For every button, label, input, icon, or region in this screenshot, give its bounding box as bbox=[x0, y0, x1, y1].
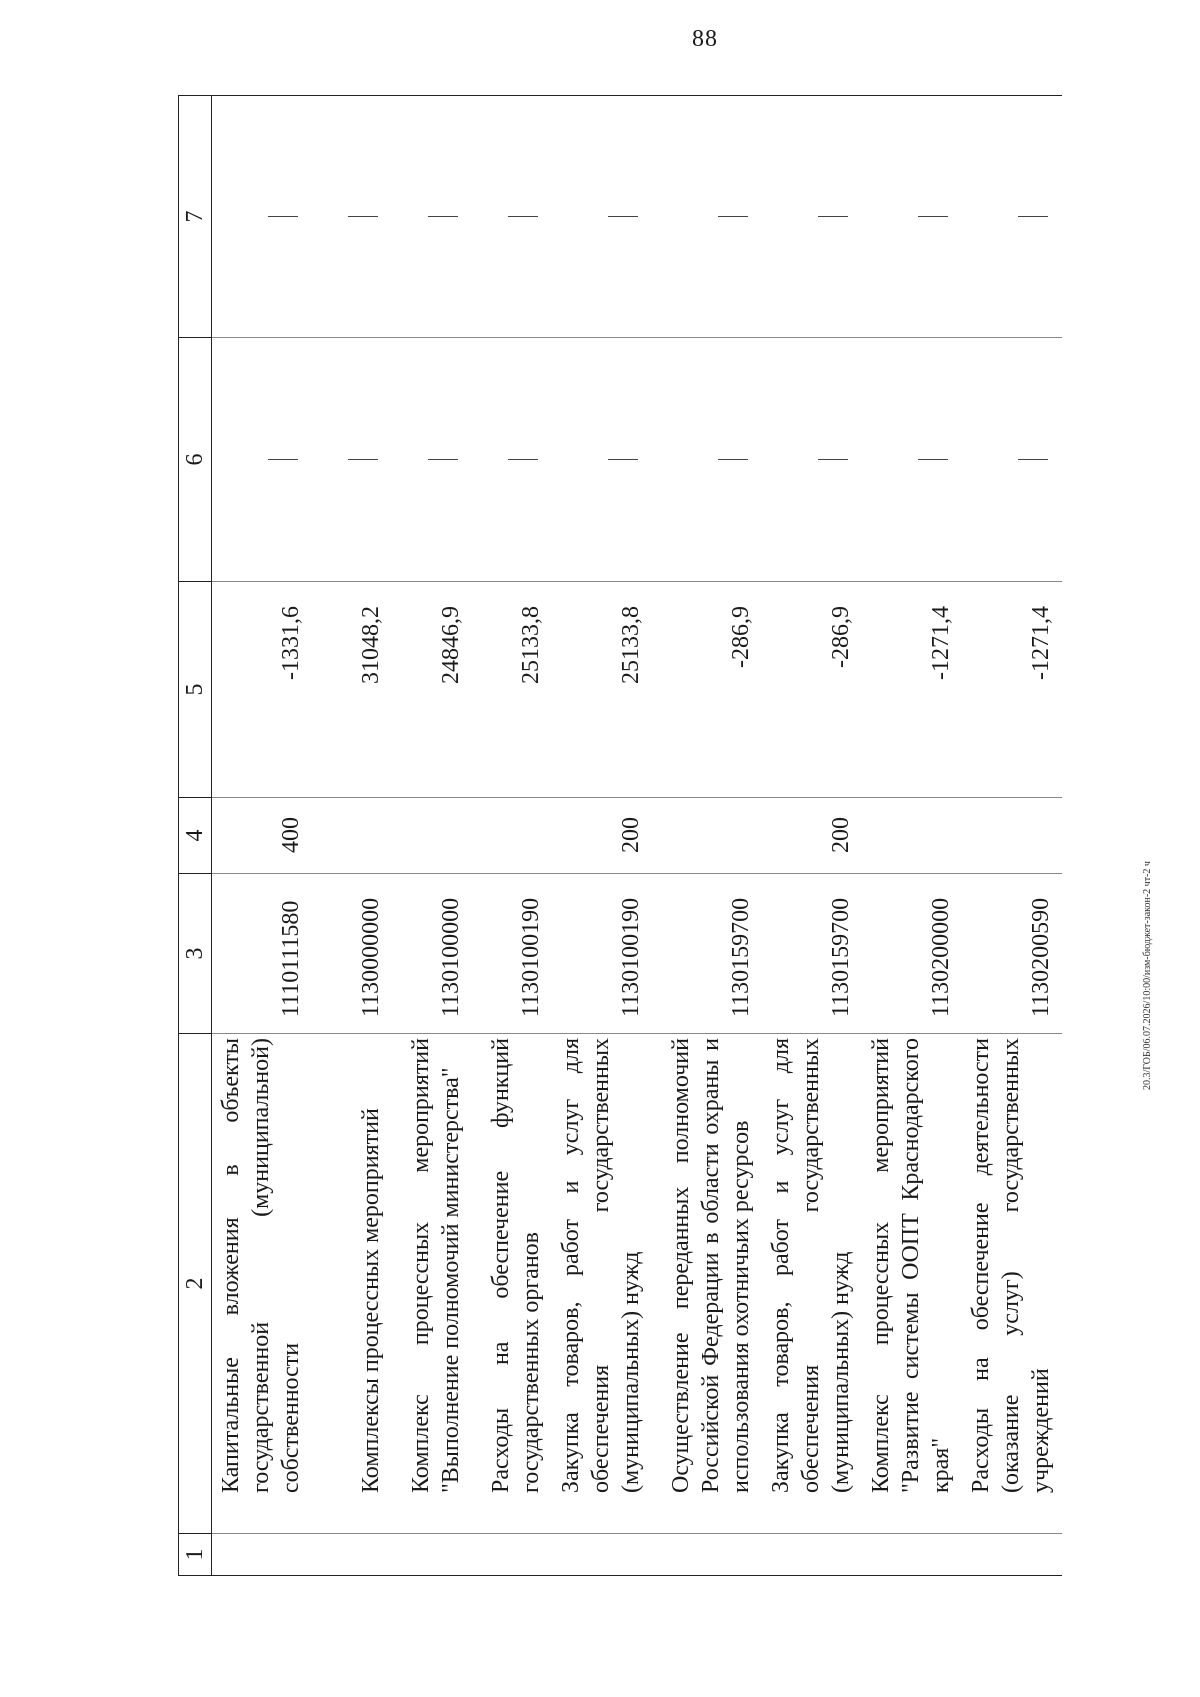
dash-mark bbox=[818, 459, 848, 460]
table-row bbox=[552, 96, 652, 1576]
column-6-cell bbox=[212, 338, 313, 582]
dash-mark bbox=[508, 459, 538, 460]
dash-mark bbox=[918, 459, 948, 460]
dash-mark bbox=[818, 216, 848, 217]
expense-type-cell bbox=[652, 798, 762, 874]
table-row bbox=[962, 96, 1062, 1576]
amount-cell: -286,9 bbox=[652, 582, 762, 798]
column-6-cell bbox=[962, 338, 1062, 582]
item-name-cell: Комплекс процессных мероприятий "Развитие системы ООПТ Краснодарского края" bbox=[862, 1034, 962, 1534]
expense-type-cell bbox=[862, 798, 962, 874]
row-number-cell bbox=[762, 1534, 862, 1576]
target-code-cell: 1130100000 bbox=[392, 874, 472, 1034]
column-7-cell bbox=[962, 96, 1062, 338]
dash-mark bbox=[608, 459, 638, 460]
column-7-cell bbox=[862, 96, 962, 338]
column-7-cell bbox=[392, 96, 472, 338]
row-number-cell bbox=[862, 1534, 962, 1576]
expense-type-cell bbox=[392, 798, 472, 874]
column-6-cell bbox=[862, 338, 962, 582]
row-number-cell bbox=[652, 1534, 762, 1576]
target-code-cell: 1130200000 bbox=[862, 874, 962, 1034]
dash-mark bbox=[348, 459, 378, 460]
dash-mark bbox=[508, 216, 538, 217]
item-name-cell: Осуществление переданных полномочий Российской Федерации в области охраны и использования охотничьих ресурсов bbox=[652, 1034, 762, 1534]
expense-type-cell: 400 bbox=[212, 798, 313, 874]
dash-mark bbox=[718, 459, 748, 460]
dash-mark bbox=[1018, 459, 1048, 460]
amount-cell: -1271,4 bbox=[862, 582, 962, 798]
amount-cell: -286,9 bbox=[762, 582, 862, 798]
dash-mark bbox=[918, 216, 948, 217]
amount-cell: 25133,8 bbox=[472, 582, 552, 798]
column-header-1: 1 bbox=[179, 1534, 212, 1576]
item-name-cell: Расходы на обеспечение функций государственных органов bbox=[472, 1034, 552, 1534]
column-6-cell bbox=[552, 338, 652, 582]
document-code: 20.3/ГОБ/06.07.2026/10:00/изм-бюджет-закон-2 чт-2 ч bbox=[1142, 861, 1153, 1090]
column-header-5: 5 bbox=[179, 582, 212, 798]
dash-mark bbox=[718, 216, 748, 217]
dash-mark bbox=[1018, 216, 1048, 217]
target-code-cell: 1130100190 bbox=[472, 874, 552, 1034]
amount-cell: -1331,6 bbox=[212, 582, 313, 798]
column-header-2: 2 bbox=[179, 1034, 212, 1534]
target-code-cell: 1130000000 bbox=[312, 874, 392, 1034]
column-6-cell bbox=[312, 338, 392, 582]
column-7-cell bbox=[762, 96, 862, 338]
column-6-cell bbox=[762, 338, 862, 582]
item-name-cell: Закупка товаров, работ и услуг для обеспечения государственных (муниципальных) нужд bbox=[552, 1034, 652, 1534]
target-code-cell: 1130100190 bbox=[552, 874, 652, 1034]
dash-mark bbox=[428, 216, 458, 217]
dash-mark bbox=[268, 216, 298, 217]
target-code-cell: 1130159700 bbox=[762, 874, 862, 1034]
column-header-6: 6 bbox=[179, 338, 212, 582]
column-7-cell bbox=[212, 96, 313, 338]
row-number-cell bbox=[552, 1534, 652, 1576]
expense-type-cell bbox=[472, 798, 552, 874]
column-7-cell bbox=[472, 96, 552, 338]
column-6-cell bbox=[652, 338, 762, 582]
expense-type-cell: 200 bbox=[762, 798, 862, 874]
item-name-cell: Закупка товаров, работ и услуг для обеспечения государственных (муниципальных) нужд bbox=[762, 1034, 862, 1534]
target-code-cell: 1130200590 bbox=[962, 874, 1062, 1034]
budget-table-container bbox=[178, 96, 1058, 1576]
amount-cell: 25133,8 bbox=[552, 582, 652, 798]
row-number-cell bbox=[472, 1534, 552, 1576]
table-header-row bbox=[179, 96, 212, 1576]
column-header-7: 7 bbox=[179, 96, 212, 338]
expense-type-cell bbox=[962, 798, 1062, 874]
table-row bbox=[862, 96, 962, 1576]
page-number: 88 bbox=[692, 26, 718, 52]
amount-cell: -1271,4 bbox=[962, 582, 1062, 798]
table-row bbox=[762, 96, 862, 1576]
table-row bbox=[392, 96, 472, 1576]
row-number-cell bbox=[212, 1534, 313, 1576]
table-row bbox=[472, 96, 552, 1576]
column-header-3: 3 bbox=[179, 874, 212, 1034]
dash-mark bbox=[428, 459, 458, 460]
row-number-cell bbox=[962, 1534, 1062, 1576]
expense-type-cell bbox=[312, 798, 392, 874]
target-code-cell: 1110111580 bbox=[212, 874, 313, 1034]
item-name-cell: Капитальные вложения в объекты государственной (муниципальной) собственности bbox=[212, 1034, 313, 1534]
dash-mark bbox=[348, 216, 378, 217]
item-name-cell: Комплекс процессных мероприятий "Выполнение полномочий министерства" bbox=[392, 1034, 472, 1534]
column-6-cell bbox=[472, 338, 552, 582]
table-row bbox=[312, 96, 392, 1576]
item-name-cell: Расходы на обеспечение деятельности (оказание услуг) государственных учреждений bbox=[962, 1034, 1062, 1534]
column-6-cell bbox=[392, 338, 472, 582]
column-7-cell bbox=[552, 96, 652, 338]
item-name-cell: Комплексы процессных мероприятий bbox=[312, 1034, 392, 1534]
table-row bbox=[652, 96, 762, 1576]
budget-table bbox=[178, 95, 1062, 1576]
column-7-cell bbox=[652, 96, 762, 338]
amount-cell: 31048,2 bbox=[312, 582, 392, 798]
expense-type-cell: 200 bbox=[552, 798, 652, 874]
row-number-cell bbox=[312, 1534, 392, 1576]
dash-mark bbox=[268, 459, 298, 460]
target-code-cell: 1130159700 bbox=[652, 874, 762, 1034]
column-7-cell bbox=[312, 96, 392, 338]
dash-mark bbox=[608, 216, 638, 217]
row-number-cell bbox=[392, 1534, 472, 1576]
table-row bbox=[212, 96, 313, 1576]
amount-cell: 24846,9 bbox=[392, 582, 472, 798]
column-header-4: 4 bbox=[179, 798, 212, 874]
